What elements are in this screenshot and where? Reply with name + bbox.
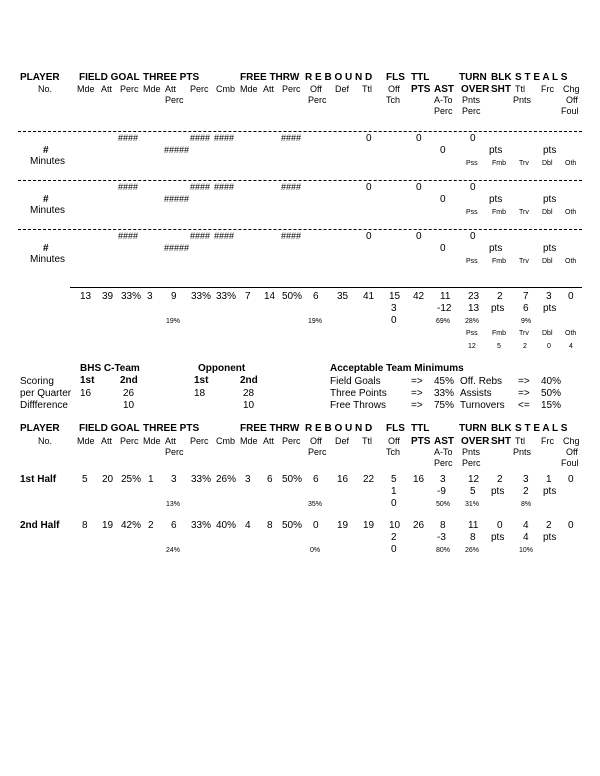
- col-over-perc: Perc: [462, 106, 481, 116]
- tot-turn-pct: 28%: [465, 318, 480, 325]
- tot-tp-mde: 3: [147, 291, 153, 302]
- h2-r3-fls: 0: [391, 544, 397, 555]
- col-fls-tch: Tch: [386, 447, 401, 457]
- player-number-label: #: [43, 194, 49, 205]
- min-offreb-label: Off. Rebs: [460, 376, 503, 387]
- col-ft-att: Att: [263, 84, 275, 94]
- minutes-label: Minutes: [30, 205, 66, 216]
- col-stl-ttl: Ttl: [515, 436, 525, 446]
- h1-r2-fls: 1: [391, 486, 397, 497]
- h2-ft-perc: 50%: [282, 520, 303, 531]
- ft-perc-hash: ####: [281, 231, 302, 241]
- trv-label: Trv: [519, 209, 529, 216]
- tot-reb-def: 35: [337, 291, 349, 302]
- min-assists-label: Assists: [460, 388, 492, 399]
- col-ft-mde: Mde: [240, 436, 258, 446]
- col-tp-mde: Mde: [143, 436, 161, 446]
- col-reb-off: Off: [310, 436, 322, 446]
- h1-fg-perc: 25%: [121, 474, 142, 485]
- cmb-hash: ####: [214, 182, 235, 192]
- player-heading: PLAYER: [20, 423, 60, 434]
- no-label: No.: [38, 84, 53, 94]
- col-ft-att: Att: [263, 436, 275, 446]
- team-heading: BHS C-Team: [80, 363, 140, 374]
- turn-zero: 0: [470, 231, 476, 242]
- col-chg-foul: Foul: [561, 106, 579, 116]
- col-reb-def: Def: [335, 436, 350, 446]
- tot-r2-turn: 13: [468, 303, 480, 314]
- h1-r2-ast: -9: [437, 486, 446, 497]
- tot-dbl-label: Dbl: [542, 330, 553, 337]
- ast-zero: 0: [440, 145, 446, 156]
- block-heading: BLK: [491, 423, 512, 434]
- fmb-label: Fmb: [492, 209, 506, 216]
- col-ast: AST: [434, 84, 454, 95]
- h2-stl-ttl: 4: [523, 520, 529, 531]
- col-reb-ttl: Ttl: [362, 436, 372, 446]
- h2-reb-def: 19: [337, 520, 349, 531]
- h2-reb-off: 0: [313, 520, 319, 531]
- h1-fg-att: 20: [102, 474, 114, 485]
- col-ast: AST: [434, 436, 454, 447]
- h1-ast: 3: [440, 474, 446, 485]
- col-chg: Chg: [563, 84, 580, 94]
- steals-heading: S T E A L S: [515, 72, 568, 83]
- h1-r2-stl: 2: [523, 486, 529, 497]
- rebound-heading: R E B O U N D: [305, 72, 373, 83]
- fmb-label: Fmb: [492, 258, 506, 265]
- h1-cmb: 26%: [216, 474, 237, 485]
- tot-off-pct: 19%: [308, 318, 323, 325]
- h2-off-pct: 0%: [310, 547, 321, 554]
- oth-label: Oth: [565, 209, 577, 216]
- fouls-heading: FLS: [386, 423, 405, 434]
- col-chg-foul: Foul: [561, 458, 579, 468]
- tp-perc-hash: ####: [190, 133, 211, 143]
- minutes-label: Minutes: [30, 156, 66, 167]
- col-reb-ttl: Ttl: [362, 84, 372, 94]
- tot-stl-pct: 9%: [521, 318, 532, 325]
- tot-fg-att: 39: [102, 291, 114, 302]
- ast-zero: 0: [440, 194, 446, 205]
- minutes-label: Minutes: [30, 254, 66, 265]
- tot-fmb-value: 5: [497, 343, 501, 350]
- h1-tp-pct: 13%: [166, 501, 181, 508]
- h1-turn: 12: [468, 474, 480, 485]
- col-a-to: A-To: [434, 95, 453, 105]
- tot-tp-att-pct: 19%: [166, 318, 181, 325]
- tot-fmb-label: Fmb: [492, 330, 506, 337]
- row-divider: [18, 180, 582, 181]
- block-heading: BLK: [491, 72, 512, 83]
- min-tp-arrow: =>: [411, 388, 423, 399]
- min-tp-value: 33%: [434, 388, 455, 399]
- player-number-label: #: [43, 145, 49, 156]
- tot-pss-label: Pss: [466, 330, 478, 337]
- fouls-heading: FLS: [386, 72, 405, 83]
- tot-fg-mde: 13: [80, 291, 92, 302]
- h1-reb-off: 6: [313, 474, 319, 485]
- h1-stl-chg: 0: [568, 474, 574, 485]
- min-ft-value: 75%: [434, 400, 455, 411]
- col-over-perc: Perc: [462, 458, 481, 468]
- col-over: OVER: [461, 436, 490, 447]
- min-fg-label: Field Goals: [330, 376, 381, 387]
- tot-ft-perc: 50%: [282, 291, 303, 302]
- col-tp-perc: Perc: [190, 436, 209, 446]
- col-tp-att: Att: [165, 84, 177, 94]
- h1-r2-frc: pts: [543, 486, 557, 497]
- col-stl-ttl: Ttl: [515, 84, 525, 94]
- h2-turn-pct: 26%: [465, 547, 480, 554]
- h1-fg-mde: 5: [82, 474, 88, 485]
- col-over: OVER: [461, 84, 490, 95]
- rebound-heading: R E B O U N D: [305, 423, 373, 434]
- h2-turn: 11: [468, 520, 479, 531]
- reb-ttl-zero: 0: [366, 231, 372, 242]
- tot-dbl-value: 0: [547, 343, 551, 350]
- pss-label: Pss: [466, 160, 478, 167]
- min-fg-arrow: =>: [411, 376, 423, 387]
- opp-second-label: 2nd: [240, 375, 258, 386]
- h2-r2-frc: pts: [543, 532, 557, 543]
- tot-r2-frc: pts: [543, 303, 557, 314]
- tot-tp-perc: 33%: [191, 291, 212, 302]
- col-fg-perc: Perc: [120, 436, 139, 446]
- pts-zero: 0: [416, 133, 422, 144]
- col-fls-tch: Tch: [386, 95, 401, 105]
- h2-fls: 10: [389, 520, 401, 531]
- team-q1-score: 16: [80, 388, 92, 399]
- three-pts-heading: THREE PTS: [143, 423, 200, 434]
- h1-ft-perc: 50%: [282, 474, 303, 485]
- difference-label: Diffference: [20, 400, 68, 411]
- tot-turn: 23: [468, 291, 480, 302]
- turn-heading: TURN: [459, 72, 487, 83]
- first-half-label: 1st Half: [20, 474, 57, 485]
- col-pts: PTS: [411, 436, 431, 447]
- totals-divider: [70, 287, 582, 288]
- tot-stl-frc: 3: [546, 291, 552, 302]
- h1-tp-mde: 1: [148, 474, 154, 485]
- col-ft-perc: Perc: [282, 84, 301, 94]
- total-heading: TTL: [411, 72, 430, 83]
- h1-ttl-pts: 16: [413, 474, 425, 485]
- h1-stl-pct: 8%: [521, 501, 532, 508]
- h1-reb-def: 16: [337, 474, 349, 485]
- turn-zero: 0: [470, 182, 476, 193]
- tp-att-hash: #####: [164, 145, 190, 155]
- h2-tp-pct: 24%: [166, 547, 181, 554]
- h2-ft-mde: 4: [245, 520, 251, 531]
- h1-blk: 2: [497, 474, 503, 485]
- player-number-label: #: [43, 243, 49, 254]
- h2-reb-ttl: 19: [363, 520, 375, 531]
- team-diff: 10: [123, 400, 135, 411]
- tot-stl-chg: 0: [568, 291, 574, 302]
- tot-r2-blk: pts: [491, 303, 505, 314]
- min-assists-value: 50%: [541, 388, 562, 399]
- col-tp-mde: Mde: [143, 84, 161, 94]
- min-turnovers-value: 15%: [541, 400, 562, 411]
- col-tp-perc: Perc: [190, 84, 209, 94]
- h2-ast: 8: [440, 520, 446, 531]
- h1-ft-mde: 3: [245, 474, 251, 485]
- h2-ttl-pts: 26: [413, 520, 425, 531]
- h1-tp-perc: 33%: [191, 474, 212, 485]
- tot-r2-ast: -12: [437, 303, 452, 314]
- steals-heading: S T E A L S: [515, 423, 568, 434]
- h1-ast-pct: 50%: [436, 501, 451, 508]
- col-fls-off: Off: [388, 84, 400, 94]
- col-fls-off: Off: [388, 436, 400, 446]
- second-half-label: 2nd Half: [20, 520, 60, 531]
- h2-fg-perc: 42%: [121, 520, 142, 531]
- h1-stl-frc: 1: [546, 474, 552, 485]
- tot-reb-ttl: 41: [363, 291, 375, 302]
- col-fg-att: Att: [101, 436, 113, 446]
- per-quarter-label: per Quarter: [20, 388, 72, 399]
- col-chg-off: Off: [566, 447, 578, 457]
- pts-zero: 0: [416, 182, 422, 193]
- opp-q1-score: 18: [194, 388, 206, 399]
- col-a-to-perc: Perc: [434, 458, 453, 468]
- tot-ttl-pts: 42: [413, 291, 425, 302]
- tot-stl-ttl: 7: [523, 291, 529, 302]
- col-frc: Frc: [541, 84, 554, 94]
- no-label: No.: [38, 436, 53, 446]
- oth-label: Oth: [565, 258, 577, 265]
- col-fg-att: Att: [101, 84, 113, 94]
- h2-tp-perc: 33%: [191, 520, 212, 531]
- h2-r2-ast: -3: [437, 532, 446, 543]
- scoring-label: Scoring: [20, 376, 54, 387]
- tot-r2-fls: 3: [391, 303, 397, 314]
- col-a-to: A-To: [434, 447, 453, 457]
- col-fg-mde: Mde: [77, 436, 95, 446]
- turn-zero: 0: [470, 133, 476, 144]
- min-tp-label: Three Points: [330, 388, 387, 399]
- tot-ast-pct: 69%: [436, 318, 451, 325]
- col-reb-def: Def: [335, 84, 350, 94]
- h1-r2-blk: pts: [491, 486, 505, 497]
- col-sht: SHT: [491, 436, 511, 447]
- h2-tp-att: 6: [171, 520, 177, 531]
- h1-r3-fls: 0: [391, 498, 397, 509]
- frc-pts: pts: [543, 145, 557, 156]
- col-over-pnts: Pnts: [462, 95, 481, 105]
- col-pts: PTS: [411, 84, 431, 95]
- minimums-heading: Acceptable Team Minimums: [330, 363, 464, 374]
- dbl-label: Dbl: [542, 160, 553, 167]
- field-goal-heading: FIELD GOAL: [79, 72, 140, 83]
- h2-stl-frc: 2: [546, 520, 552, 531]
- pss-label: Pss: [466, 258, 478, 265]
- tot-r2-stl: 6: [523, 303, 529, 314]
- opp-first-label: 1st: [194, 375, 209, 386]
- team-first-label: 1st: [80, 375, 95, 386]
- tot-ast: 11: [440, 291, 451, 302]
- col-chg-off: Off: [566, 95, 578, 105]
- team-second-label: 2nd: [120, 375, 138, 386]
- tot-tp-att: 9: [171, 291, 177, 302]
- blk-pts: pts: [489, 145, 503, 156]
- min-assists-arrow: =>: [518, 388, 530, 399]
- h2-stl-pct: 10%: [519, 547, 534, 554]
- min-ft-label: Free Throws: [330, 400, 386, 411]
- h2-cmb: 40%: [216, 520, 237, 531]
- h1-off-pct: 35%: [308, 501, 323, 508]
- col-frc: Frc: [541, 436, 554, 446]
- col-stl-pnts: Pnts: [513, 447, 532, 457]
- tot-oth-value: 4: [569, 343, 573, 350]
- tot-r3-fls: 0: [391, 315, 397, 326]
- oth-label: Oth: [565, 160, 577, 167]
- col-a-to-perc: Perc: [434, 106, 453, 116]
- frc-pts: pts: [543, 243, 557, 254]
- fg-perc-hash: ####: [118, 133, 139, 143]
- h1-turn-pct: 31%: [465, 501, 480, 508]
- ft-perc-hash: ####: [281, 182, 302, 192]
- h2-blk: 0: [497, 520, 503, 531]
- reb-ttl-zero: 0: [366, 182, 372, 193]
- h2-r2-fls: 2: [391, 532, 397, 543]
- tot-fg-perc: 33%: [121, 291, 142, 302]
- col-stl-pnts: Pnts: [513, 95, 532, 105]
- tot-trv-label: Trv: [519, 330, 529, 337]
- player-heading: PLAYER: [20, 72, 60, 83]
- h1-ft-att: 6: [267, 474, 273, 485]
- col-fg-perc: Perc: [120, 84, 139, 94]
- free-throw-heading: FREE THRW: [240, 423, 300, 434]
- blk-pts: pts: [489, 243, 503, 254]
- col-reb-off: Off: [310, 84, 322, 94]
- tot-fls: 15: [389, 291, 401, 302]
- cmb-hash: ####: [214, 133, 235, 143]
- dbl-label: Dbl: [542, 209, 553, 216]
- tot-trv-value: 2: [523, 343, 527, 350]
- h1-fls: 5: [391, 474, 397, 485]
- tot-oth-label: Oth: [565, 330, 577, 337]
- h1-r2-turn: 5: [470, 486, 476, 497]
- pts-zero: 0: [416, 231, 422, 242]
- cmb-hash: ####: [214, 231, 235, 241]
- h1-reb-ttl: 22: [363, 474, 375, 485]
- col-chg: Chg: [563, 436, 580, 446]
- tp-att-hash: #####: [164, 194, 190, 204]
- tot-ft-att: 14: [264, 291, 276, 302]
- col-fg-mde: Mde: [77, 84, 95, 94]
- tot-blk: 2: [497, 291, 503, 302]
- blk-pts: pts: [489, 194, 503, 205]
- trv-label: Trv: [519, 160, 529, 167]
- col-cmb: Cmb: [216, 436, 236, 446]
- h1-stl-ttl: 3: [523, 474, 529, 485]
- fg-perc-hash: ####: [118, 182, 139, 192]
- col-tp-att-perc: Perc: [165, 447, 184, 457]
- opp-diff: 10: [243, 400, 255, 411]
- h2-r2-stl: 4: [523, 532, 529, 543]
- col-sht: SHT: [491, 84, 511, 95]
- col-tp-att-perc: Perc: [165, 95, 184, 105]
- col-tp-att: Att: [165, 436, 177, 446]
- row-divider: [18, 131, 582, 132]
- min-offreb-arrow: =>: [518, 376, 530, 387]
- h1-tp-att: 3: [171, 474, 177, 485]
- fmb-label: Fmb: [492, 160, 506, 167]
- pss-label: Pss: [466, 209, 478, 216]
- reb-ttl-zero: 0: [366, 133, 372, 144]
- tot-ft-mde: 7: [245, 291, 251, 302]
- h2-fg-att: 19: [102, 520, 114, 531]
- min-turnovers-label: Turnovers: [460, 400, 505, 411]
- ft-perc-hash: ####: [281, 133, 302, 143]
- fg-perc-hash: ####: [118, 231, 139, 241]
- h2-ast-pct: 80%: [436, 547, 451, 554]
- team-q2-score: 26: [123, 388, 135, 399]
- h2-tp-mde: 2: [148, 520, 154, 531]
- min-fg-value: 45%: [434, 376, 455, 387]
- col-ft-perc: Perc: [282, 436, 301, 446]
- col-ft-mde: Mde: [240, 84, 258, 94]
- col-reb-off-perc: Perc: [308, 447, 327, 457]
- turn-heading: TURN: [459, 423, 487, 434]
- frc-pts: pts: [543, 194, 557, 205]
- col-cmb: Cmb: [216, 84, 236, 94]
- col-over-pnts: Pnts: [462, 447, 481, 457]
- h2-fg-mde: 8: [82, 520, 88, 531]
- three-pts-heading: THREE PTS: [143, 72, 200, 83]
- trv-label: Trv: [519, 258, 529, 265]
- h2-ft-att: 8: [267, 520, 273, 531]
- tp-perc-hash: ####: [190, 231, 211, 241]
- min-ft-arrow: =>: [411, 400, 423, 411]
- h2-stl-chg: 0: [568, 520, 574, 531]
- ast-zero: 0: [440, 243, 446, 254]
- min-offreb-value: 40%: [541, 376, 562, 387]
- tot-cmb: 33%: [216, 291, 237, 302]
- min-turnovers-arrow: <=: [518, 400, 530, 411]
- opponent-heading: Opponent: [198, 363, 246, 374]
- tp-perc-hash: ####: [190, 182, 211, 192]
- h2-r2-turn: 8: [470, 532, 476, 543]
- dbl-label: Dbl: [542, 258, 553, 265]
- free-throw-heading: FREE THRW: [240, 72, 300, 83]
- row-divider: [18, 229, 582, 230]
- h2-r2-blk: pts: [491, 532, 505, 543]
- field-goal-heading: FIELD GOAL: [79, 423, 140, 434]
- tot-pss-value: 12: [468, 343, 476, 350]
- tot-reb-off: 6: [313, 291, 319, 302]
- tp-att-hash: #####: [164, 243, 190, 253]
- col-reb-off-perc: Perc: [308, 95, 327, 105]
- total-heading: TTL: [411, 423, 430, 434]
- opp-q2-score: 28: [243, 388, 255, 399]
